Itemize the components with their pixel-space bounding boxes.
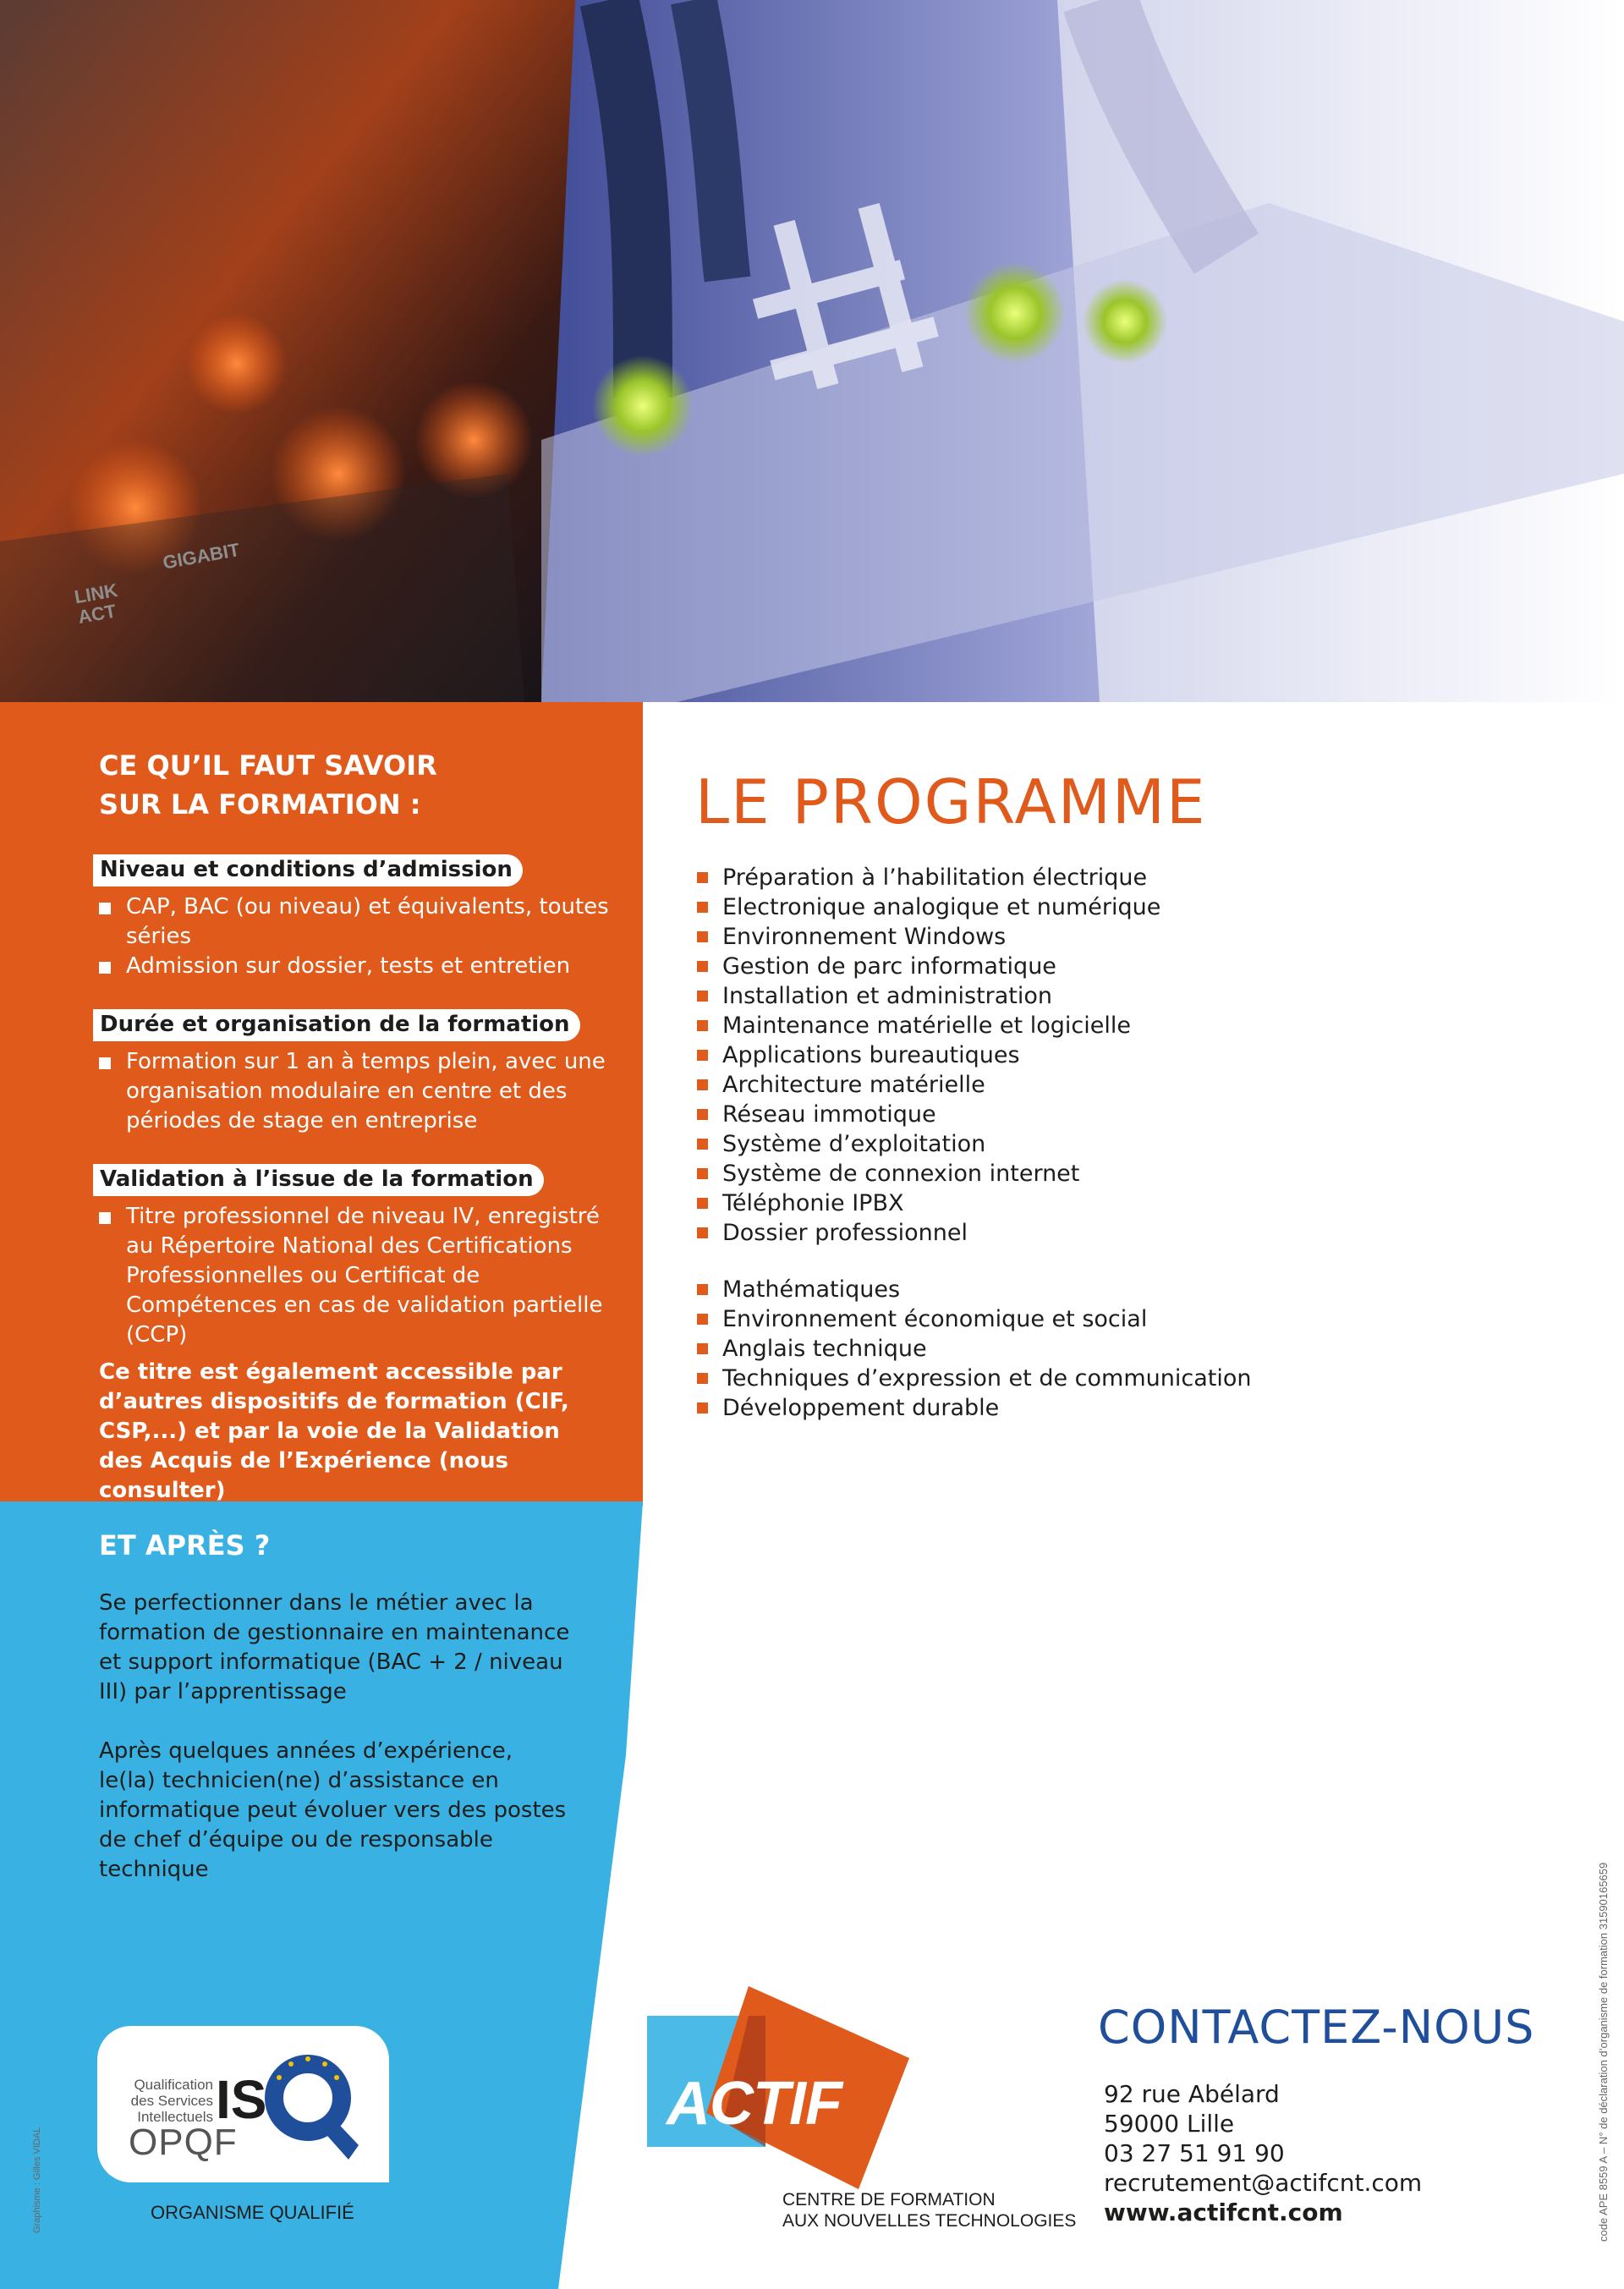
contact-address: 92 rue Abélard bbox=[1104, 2080, 1280, 2108]
isq-q-logo-icon bbox=[264, 2045, 359, 2164]
validation-heading: Validation à l’issue de la formation bbox=[93, 1164, 544, 1196]
programme-item-label: Gestion de parc informatique bbox=[722, 953, 1056, 980]
programme-item bbox=[695, 1218, 1457, 1248]
programme-item bbox=[695, 892, 1457, 922]
actif-tagline-2: AUX NOUVELLES TECHNOLOGIES bbox=[782, 2211, 1077, 2231]
gigabit-label: GIGABIT bbox=[161, 539, 242, 574]
bullet-square-icon bbox=[697, 991, 708, 1002]
bullet-square-icon bbox=[697, 931, 708, 942]
isq-is-text: IS bbox=[216, 2069, 267, 2130]
isq-opqf-text: OPQF bbox=[129, 2122, 238, 2163]
bullet-square-icon bbox=[697, 1109, 708, 1120]
contact-city: 59000 Lille bbox=[1104, 2110, 1235, 2138]
duration-list bbox=[99, 1047, 623, 1136]
bullet-square-icon bbox=[697, 1079, 708, 1090]
programme-item bbox=[695, 1070, 1457, 1100]
programme-item bbox=[695, 863, 1457, 892]
programme-item bbox=[695, 1304, 1457, 1334]
programme-item-label: Téléphonie IPBX bbox=[722, 1190, 904, 1216]
programme-item-label: Electronique analogique et numérique bbox=[722, 894, 1161, 920]
programme-item bbox=[695, 1129, 1457, 1159]
after-title: ET APRÈS ? bbox=[99, 1529, 271, 1562]
duration-heading: Durée et organisation de la formation bbox=[93, 1009, 580, 1041]
programme-item-label: Anglais technique bbox=[722, 1336, 927, 1362]
admission-heading: Niveau et conditions d’admission bbox=[93, 854, 523, 887]
programme-item-label: Système de connexion internet bbox=[722, 1161, 1080, 1187]
actif-tagline bbox=[782, 2189, 1076, 2231]
legal-code: code APE 8559 A – N° de déclaration d’organisme de formation 31590165659 bbox=[1597, 1862, 1610, 2242]
programme-title: LE PROGRAMME bbox=[695, 766, 1207, 837]
programme-item-label: Maintenance matérielle et logicielle bbox=[722, 1013, 1131, 1039]
bullet-square-icon bbox=[697, 1314, 708, 1325]
after-paragraph-1: Se perfectionner dans le métier avec la formation de gestionnaire en maintenance et support informatique (BAC + 2 / niveau III) par l’apprentissage bbox=[99, 1590, 570, 1704]
info-title bbox=[99, 746, 437, 824]
bullet-square-icon bbox=[697, 1373, 708, 1384]
programme-item-label: Développement durable bbox=[722, 1395, 1000, 1421]
after-paragraph-2: Après quelques années d’expérience, le(la) technicien(ne) d’assistance en informatique peut évoluer vers des postes de chef d’équipe ou de responsable technique bbox=[99, 1738, 567, 1882]
isq-small-text: Qualification des Services Intellectuels bbox=[130, 2077, 213, 2125]
programme-item bbox=[695, 1011, 1457, 1040]
list-item: Formation sur 1 an à temps plein, avec une organisation modulaire en centre et des périodes de stage en entreprise bbox=[99, 1047, 623, 1136]
programme-item-label: Environnement économique et social bbox=[722, 1306, 1148, 1332]
hero-photo bbox=[0, 0, 1624, 702]
link-act-label: LINK ACT bbox=[73, 579, 119, 629]
programme-item bbox=[695, 1188, 1457, 1218]
bullet-square-icon bbox=[697, 1050, 708, 1061]
programme-item bbox=[695, 952, 1457, 981]
graphisme-credit: Graphisme : Gilles VIDAL bbox=[32, 2127, 42, 2233]
port-labels bbox=[73, 539, 242, 629]
programme-item bbox=[695, 1100, 1457, 1129]
validation-note: Ce titre est également accessible par d’autres dispositifs de formation (CIF, CSP,...) et par la voie de la Validation des Acquis de l’Expérience (nous consulter) bbox=[99, 1359, 569, 1503]
contact-email[interactable]: recrutement@actifcnt.com bbox=[1104, 2169, 1423, 2197]
programme-item-label: Mathématiques bbox=[722, 1276, 901, 1303]
bullet-square-icon bbox=[697, 1139, 708, 1150]
bullet-square-icon bbox=[99, 962, 111, 974]
bullet-square-icon bbox=[697, 902, 708, 913]
list-item: CAP, BAC (ou niveau) et équivalents, toutes séries bbox=[99, 892, 623, 952]
isq-caption: ORGANISME QUALIFIÉ bbox=[151, 2202, 354, 2223]
programme-item bbox=[695, 1159, 1457, 1188]
bullet-square-icon bbox=[697, 1402, 708, 1413]
programme-list-general bbox=[695, 1275, 1457, 1423]
programme-item-label: Applications bureautiques bbox=[722, 1042, 1020, 1068]
programme-item-label: Techniques d’expression et de communication bbox=[722, 1365, 1252, 1392]
programme-item-label: Environnement Windows bbox=[722, 924, 1007, 950]
bullet-square-icon bbox=[697, 1198, 708, 1209]
bullet-square-icon bbox=[697, 1343, 708, 1354]
bullet-square-icon bbox=[697, 1020, 708, 1031]
bullet-square-icon bbox=[697, 872, 708, 883]
programme-list-main bbox=[695, 863, 1457, 1248]
validation-list bbox=[99, 1202, 623, 1350]
info-title-line2: SUR LA FORMATION : bbox=[99, 788, 421, 821]
contact-phone[interactable]: 03 27 51 91 90 bbox=[1104, 2139, 1285, 2167]
admission-list bbox=[99, 892, 623, 981]
contact-website[interactable]: www.actifcnt.com bbox=[1104, 2198, 1343, 2226]
programme-item-label: Réseau immotique bbox=[722, 1101, 936, 1128]
network-switch-photo bbox=[0, 0, 1624, 702]
actif-tagline-1: CENTRE DE FORMATION bbox=[782, 2190, 996, 2209]
contact-details bbox=[1104, 2079, 1422, 2227]
contact-title: CONTACTEZ-NOUS bbox=[1098, 2001, 1535, 2054]
bullet-square-icon bbox=[697, 1227, 708, 1238]
programme-item-label: Préparation à l’habilitation électrique bbox=[722, 865, 1148, 891]
programme-item bbox=[695, 1334, 1457, 1364]
programme-item-label: Dossier professionnel bbox=[722, 1220, 968, 1246]
programme-item-label: Installation et administration bbox=[722, 983, 1053, 1009]
programme-item-label: Système d’exploitation bbox=[722, 1131, 986, 1157]
programme-item bbox=[695, 1364, 1457, 1393]
bullet-square-icon bbox=[697, 1168, 708, 1179]
bullet-square-icon bbox=[697, 1284, 708, 1295]
list-item: Admission sur dossier, tests et entretien bbox=[99, 952, 623, 981]
programme-item bbox=[695, 1040, 1457, 1070]
bullet-square-icon bbox=[697, 961, 708, 972]
programme-item-label: Architecture matérielle bbox=[722, 1072, 985, 1098]
info-title-line1: CE QU’IL FAUT SAVOIR bbox=[99, 749, 437, 782]
programme-item bbox=[695, 1275, 1457, 1304]
programme-item bbox=[695, 1393, 1457, 1423]
programme-item bbox=[695, 922, 1457, 952]
programme-item bbox=[695, 981, 1457, 1011]
bullet-square-icon bbox=[99, 1212, 111, 1224]
bullet-square-icon bbox=[99, 1057, 111, 1069]
actif-name: ACTIF bbox=[667, 2070, 842, 2138]
list-item: Titre professionnel de niveau IV, enregistré au Répertoire National des Certifications Professionnelles ou Certificat de Compétences en cas de validation partielle (CCP) bbox=[99, 1202, 623, 1350]
bullet-square-icon bbox=[99, 903, 111, 914]
